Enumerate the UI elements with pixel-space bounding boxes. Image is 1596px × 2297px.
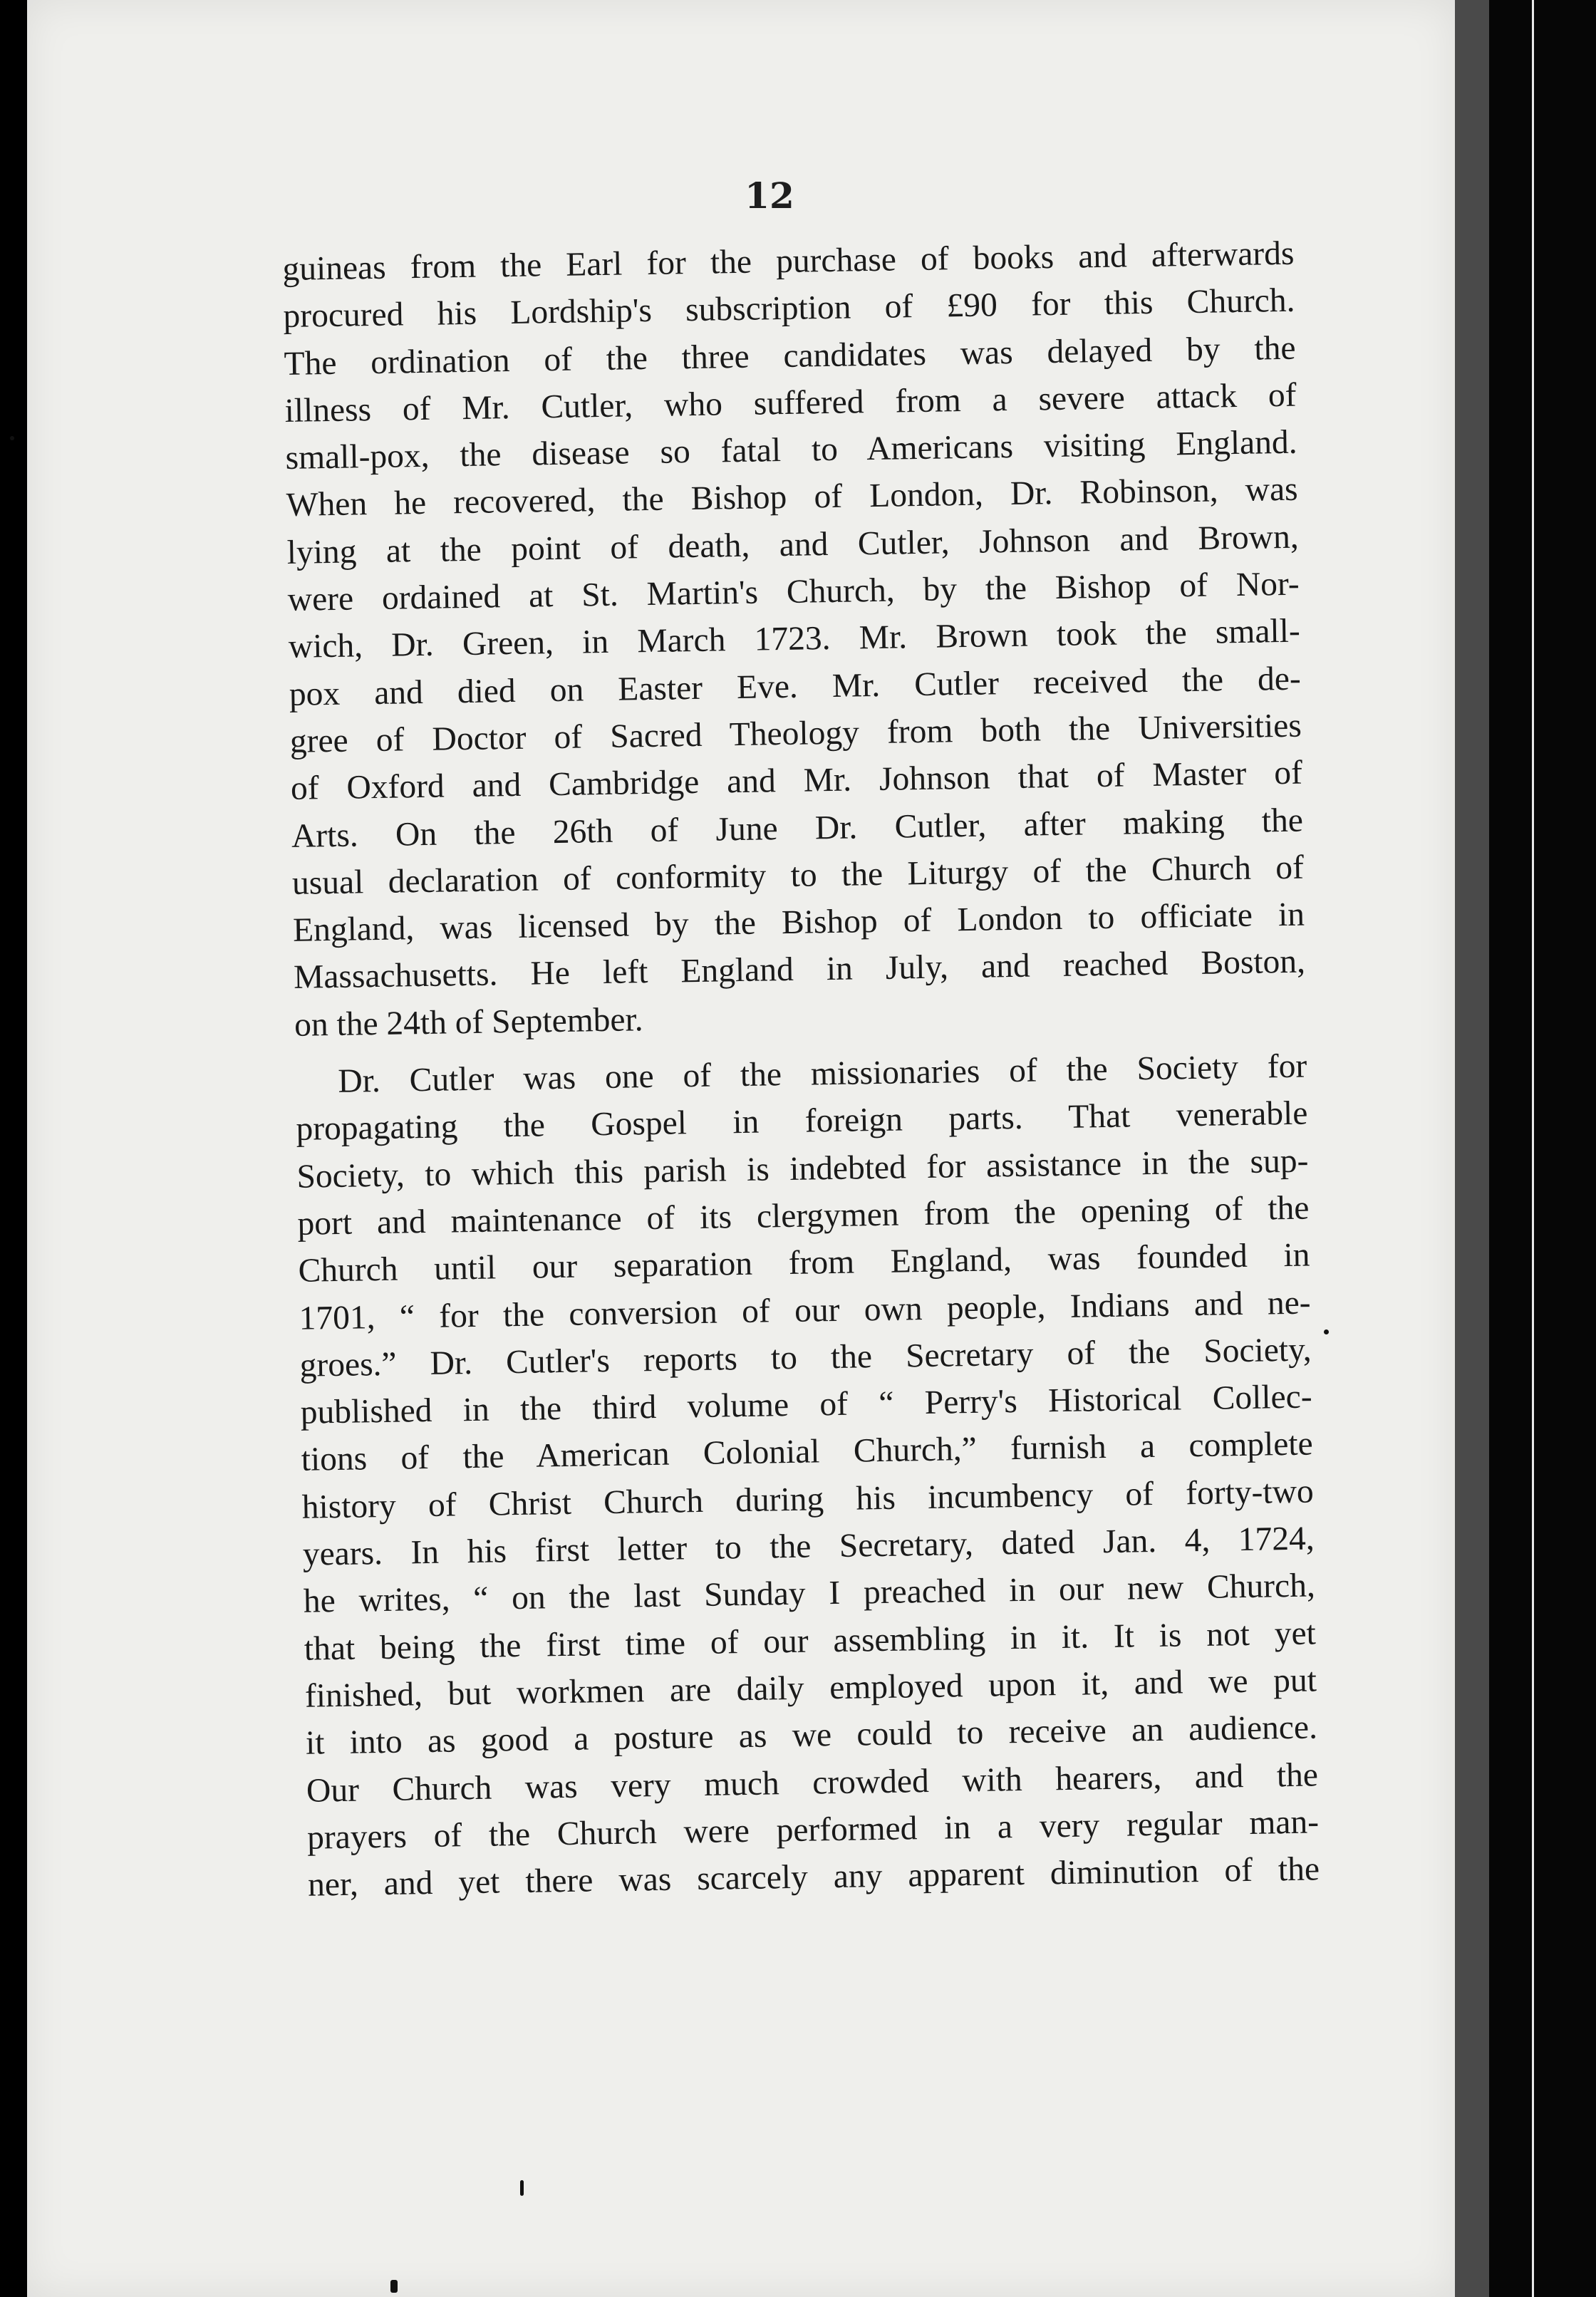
text-line: it into as good a posture as we could to receive an audience. <box>305 1709 1318 1762</box>
text-line: published in the third volume of “ Perry's Historical Collec- <box>300 1378 1312 1431</box>
text-line: were ordained at St. Martin's Church, by the Bishop of Nor- <box>287 565 1300 619</box>
text-line: history of Christ Church during his incumbency of forty-two <box>301 1473 1315 1526</box>
text-line: ner, and yet there was scarcely any apparent diminution of the <box>307 1850 1320 1904</box>
text-line: port and maintenance of its clergymen from the opening of the <box>297 1189 1310 1243</box>
text-line: Society, to which this parish is indebted for assistance in the sup- <box>296 1142 1309 1196</box>
paragraph-2 <box>295 1043 1320 1909</box>
text-line: wich, Dr. Green, in March 1723. Mr. Brown took the small- <box>288 613 1301 666</box>
text-line: Church until our separation from England, was founded in <box>298 1236 1310 1290</box>
book-binding-gutter <box>1455 0 1489 2297</box>
text-line: propagating the Gospel in foreign parts. That venerable <box>296 1094 1308 1148</box>
text-line: England, was licensed by the Bishop of London to officiate in <box>292 896 1305 950</box>
paragraph-1 <box>282 230 1307 1049</box>
text-line: illness of Mr. Cutler, who suffered from a severe attack of <box>284 376 1297 430</box>
text-line: guineas from the Earl for the purchase of books and afterwards <box>282 234 1295 288</box>
text-line: finished, but workmen are daily employed upon it, and we put <box>304 1661 1317 1715</box>
text-line: groes.” Dr. Cutler's reports to the Secretary of the Society, <box>299 1331 1312 1384</box>
text-line: prayers of the Church were performed in a very regular man- <box>306 1803 1320 1857</box>
text-line: small-pox, the disease so fatal to Americans visiting England. <box>285 423 1297 477</box>
text-line: procured his Lordship's subscription of £90 for this Church. <box>283 281 1295 336</box>
scan-speck <box>520 2180 524 2196</box>
page-number: 12 <box>745 175 794 217</box>
text-line: usual declaration of conformity to the Liturgy of the Church of <box>291 849 1305 902</box>
body-text <box>282 230 1320 1909</box>
text-line: that being the first time of our assembling in it. It is not yet <box>304 1614 1317 1668</box>
text-line: on the 24th of September. <box>294 1000 643 1044</box>
text-line: 1701, “ for the conversion of our own people, Indians and ne- <box>299 1284 1311 1337</box>
text-line: The ordination of the three candidates was delayed by the <box>284 329 1296 383</box>
text-line: Massachusetts. He left England in July, and reached Boston, <box>293 943 1306 997</box>
scan-speck <box>10 436 14 440</box>
text-line: years. In his first letter to the Secretary, dated Jan. 4, 1724, <box>302 1520 1315 1573</box>
text-line: tions of the American Colonial Church,” furnish a complete <box>301 1425 1314 1479</box>
text-line: Our Church was very much crowded with hearers, and the <box>306 1756 1319 1810</box>
scan-speck <box>390 2280 398 2293</box>
text-line: pox and died on Easter Eve. Mr. Cutler received the de- <box>289 660 1302 713</box>
text-line: Dr. Cutler was one of the missionaries of the Society for <box>338 1047 1307 1100</box>
text-line: of Oxford and Cambridge and Mr. Johnson that of Master of <box>290 754 1303 808</box>
text-line: gree of Doctor of Sacred Theology from both the Universities <box>289 707 1302 760</box>
text-line: Arts. On the 26th of June Dr. Cutler, after making the <box>291 802 1304 855</box>
page-edge-shadow <box>1489 0 1596 2297</box>
scan-speck <box>1324 1329 1329 1334</box>
text-line: he writes, “ on the last Sunday I preached in our new Church, <box>303 1567 1316 1621</box>
page-edge-line <box>1532 0 1534 2297</box>
text-line: lying at the point of death, and Cutler, Johnson and Brown, <box>286 518 1299 571</box>
text-line: When he recovered, the Bishop of London, Dr. Robinson, was <box>286 471 1298 524</box>
